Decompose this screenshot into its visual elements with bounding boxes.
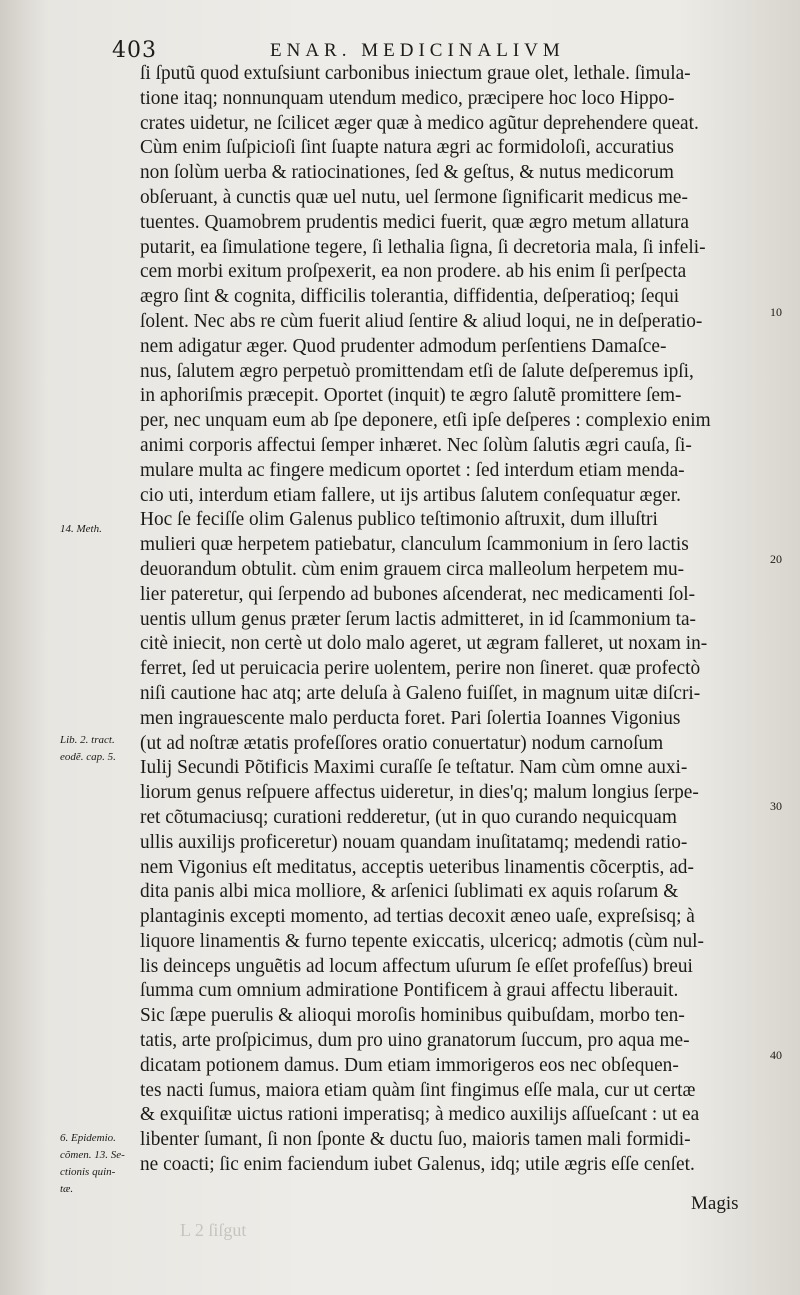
text-line: nus, ſalutem ægro perpetuò promittendam etſi de ſalute deſperemus ipſi, bbox=[140, 360, 694, 382]
text-line: ret cõtumaciusq; curationi redderetur, (ut in quo curando nequicquam bbox=[140, 806, 677, 828]
text-line: Cùm enim ſuſpicioſi ſint ſuapte natura ægri ac formidoloſi, accuratius bbox=[140, 137, 674, 159]
text-line: citè iniecit, non certè ut dolo malo ageret, ut ægram falleret, ut noxam in- bbox=[140, 633, 708, 655]
text-line: (ut ad noſtræ ætatis profeſſores oratio conuertatur) nodum carnoſum bbox=[140, 732, 664, 754]
text-line: dicatam potionem damus. Dum etiam immorigeros eos nec obſequen- bbox=[140, 1054, 679, 1076]
text-line: tuentes. Quamobrem prudentis medici fuerit, quæ ægro metum allatura bbox=[140, 211, 689, 233]
text-line: in aphoriſmis præcepit. Oportet (inquit) te ægro ſalutẽ promittere ſem- bbox=[140, 385, 682, 407]
text-line: tatis, arte proſpicimus, dum pro uino granatorum ſuccum, pro aqua me- bbox=[140, 1030, 690, 1052]
margin-note-sectionis: ctionis quin- bbox=[60, 1166, 116, 1178]
text-line: Hoc ſe feciſſe olim Galenus publico teſtimonio aſtruxit, dum illuſtri bbox=[140, 509, 658, 531]
text-line: obſeruant, à cunctis quæ uel nutu, uel ſermone ſignificarit medicus me- bbox=[140, 186, 688, 208]
line-number-40: 40 bbox=[770, 1048, 782, 1062]
text-line: liquore linamentis & furno tepente exiccatis, ulcericq; admotis (cùm nul- bbox=[140, 930, 704, 952]
margin-note-tae: tæ. bbox=[60, 1183, 74, 1195]
margin-note-epidemio: 6. Epidemio. bbox=[60, 1132, 116, 1144]
text-line: animi corporis affectui ſemper inhæret. Nec ſolùm ſalutis ægri cauſa, ſi- bbox=[140, 434, 692, 456]
margin-note-commen: cõmen. 13. Se- bbox=[60, 1149, 125, 1161]
text-line: liorum genus reſpuere affectus uideretur, in dies'q; malum longius ſerpe- bbox=[140, 782, 699, 804]
text-line: ne coacti; ſic enim faciendum iubet Galenus, idq; utile ægris eſſe cenſet. bbox=[140, 1154, 695, 1176]
text-line: dita panis albi mica molliore, & arſenici ſublimati ex aquis roſarum & bbox=[140, 881, 679, 903]
text-line: tes nacti ſumus, maiora etiam quàm ſint fingimus eſſe mala, cur ut certæ bbox=[140, 1079, 696, 1101]
margin-note-eodem: eodẽ. cap. 5. bbox=[60, 751, 116, 763]
text-line: Iulij Secundi Põtificis Maximi curaſſe ſe teſtatur. Nam cùm omne auxi- bbox=[140, 757, 688, 779]
text-line: ſumma cum omnium admiratione Pontificem à graui affectu liberauit. bbox=[140, 980, 679, 1002]
text-line: per, nec unquam eum ab ſpe deponere, etſi ipſe deſperes : complexio enim bbox=[140, 410, 711, 432]
text-line: plantaginis excepti momento, ad tertias decoxit æneo uaſe, expreſsisq; à bbox=[140, 906, 695, 928]
catchword: Magis bbox=[691, 1193, 739, 1214]
text-line: cio uti, interdum etiam fallere, ut ijs artibus ſalutem conſequatur æger. bbox=[140, 484, 681, 506]
text-line: ferret, ſed ut peruicacia perire uolentem, perire non ſineret. quæ profectò bbox=[140, 658, 701, 680]
text-line: niſi cautione hac atq; arte deluſa à Galeno fuiſſet, in magnum uitæ diſcri- bbox=[140, 682, 701, 704]
bleed-through-text: L 2 ſiſgut bbox=[180, 1220, 247, 1240]
text-line: & exquiſitæ uictus rationi imperatisq; à medico auxilijs aſſueſcant : ut ea bbox=[140, 1104, 700, 1126]
text-line: ſi ſputũ quod extuſsiunt carbonibus iniectum graue olet, lethale. ſimula- bbox=[140, 63, 691, 84]
text-line: cem morbi exitum proſpexerit, ea non prodere. ab his enim ſi perſpecta bbox=[140, 261, 687, 283]
text-line: lis deinceps unguẽtis ad locum affectum uſurum ſe eſſet profeſſus) breui bbox=[140, 955, 693, 977]
text-line: mulare multa ac fingere medicum oportet : ſed interdum etiam menda- bbox=[140, 459, 685, 481]
line-number-30: 30 bbox=[770, 799, 782, 813]
text-line: men ingrauescente malo perducta foret. Pari ſolertia Ioannes Vigonius bbox=[140, 707, 681, 729]
margin-note-meth: 14. Meth. bbox=[60, 523, 102, 535]
page-number: 403 bbox=[112, 38, 157, 63]
running-head: ENAR. MEDICINALIVM bbox=[270, 40, 565, 61]
text-line: ſolent. Nec abs re cùm fuerit aliud ſentire & aliud loqui, ne in deſperatio- bbox=[140, 310, 703, 332]
text-line: nem Vigonius eſt meditatus, acceptis ueteribus linamentis cõcerptis, ad- bbox=[140, 856, 694, 878]
text-line: Sic ſæpe puerulis & alioqui moroſis hominibus quibuſdam, morbo ten- bbox=[140, 1005, 685, 1027]
main-text-block bbox=[140, 62, 760, 1178]
text-line: putarit, ea ſimulatione tegere, ſi lethalia ſigna, ſi decretoria mala, ſi infeli- bbox=[140, 236, 706, 258]
line-number-20: 20 bbox=[770, 552, 782, 566]
text-line: libenter ſumant, ſi non ſponte & ductu ſuo, maioris tamen mali formidi- bbox=[140, 1129, 691, 1151]
text-line: uentis ullum genus præter ſerum lactis admitteret, in id ſcammonium ta- bbox=[140, 608, 696, 630]
text-line: ægro ſint & cognita, difficilis tolerantia, diffidentia, deſperatioq; ſequi bbox=[140, 286, 680, 308]
text-line: lier pateretur, qui ſerpendo ad bubones aſcenderat, nec medicamenti ſol- bbox=[140, 583, 696, 605]
text-line: tione itaq; nonnunquam utendum medico, præcipere hoc loco Hippo- bbox=[140, 87, 675, 109]
text-line: ullis auxilijs proficeretur) nouam quandam inuſitatamq; medendi ratio- bbox=[140, 831, 688, 853]
text-line: crates uidetur, ne ſcilicet æger quæ à medico agũtur deprehendere queat. bbox=[140, 112, 699, 134]
text-line: deuorandum obtulit. cùm enim grauem circa malleolum herpetem mu- bbox=[140, 558, 685, 580]
text-line: non ſolùm uerba & ratiocinationes, ſed & geſtus, & nutus medicorum bbox=[140, 162, 674, 184]
line-number-10: 10 bbox=[770, 305, 782, 319]
text-line: nem adigatur æger. Quod prudenter admodum perſentiens Damaſce- bbox=[140, 335, 667, 357]
margin-note-lib: Lib. 2. tract. bbox=[60, 734, 115, 746]
text-line: mulieri quæ herpetem patiebatur, clanculum ſcammonium in ſero lactis bbox=[140, 534, 689, 556]
